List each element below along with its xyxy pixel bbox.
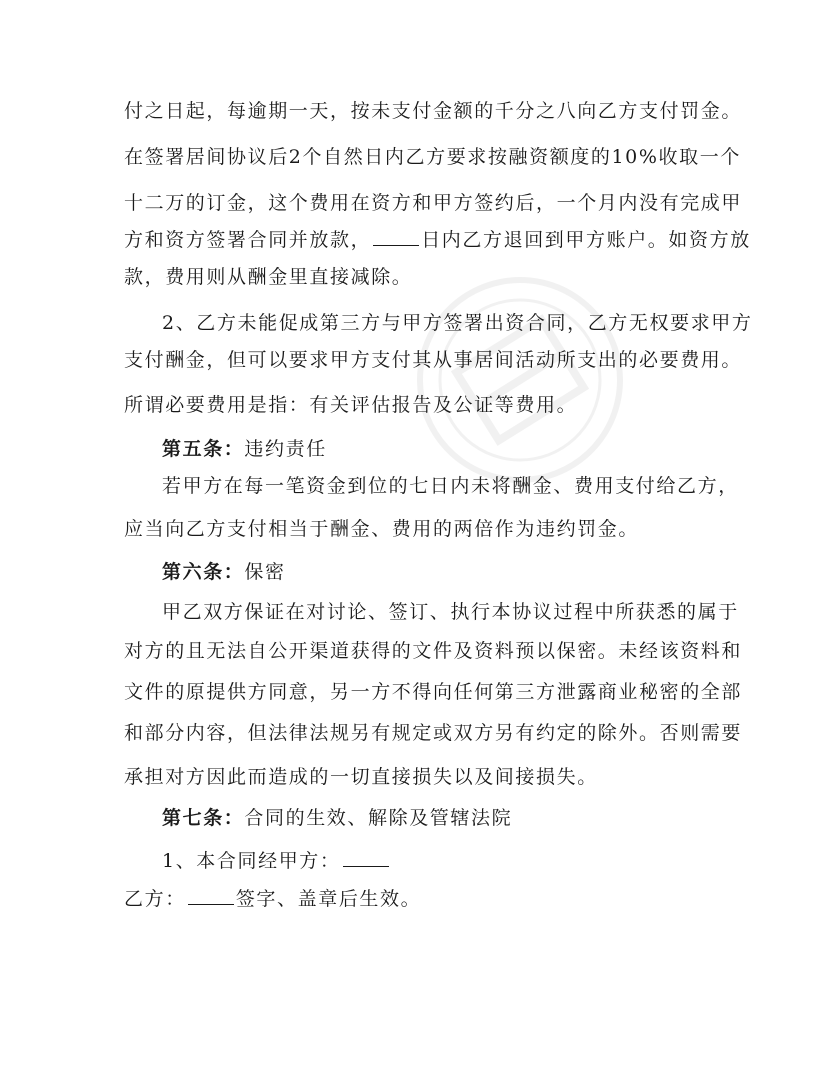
article-7-line-2 <box>124 886 421 911</box>
article-6-line-5: 承担对方因此而造成的一切直接损失以及间接损失。 <box>124 766 598 788</box>
article-6-line-1: 甲乙双方保证在对讨论、签订、执行本协议过程中所获悉的属于 <box>162 601 739 623</box>
clause-2-line-1: 2、乙方未能促成第三方与甲方签署出资合同，乙方无权要求甲方 <box>162 312 753 334</box>
sign-effective-text: 签字、盖章后生效。 <box>235 888 422 910</box>
article-6-line-3: 文件的原提供方同意，另一方不得向任何第三方泄露商业秘密的全部 <box>124 681 743 703</box>
blank-field-days[interactable] <box>373 227 419 246</box>
article-5-line-2: 应当向乙方支付相当于酬金、费用的两倍作为违约罚金。 <box>124 518 640 540</box>
text-line-1: 付之日起，每逾期一天，按未支付金额的千分之八向乙方支付罚金。 <box>124 100 743 122</box>
article-7-heading <box>162 806 512 830</box>
blank-field-party-a[interactable] <box>343 848 389 867</box>
clause-2-line-3: 所谓必要费用是指：有关评估报告及公证等费用。 <box>124 394 578 416</box>
article-7-line-1-text: 1、本合同经甲方： <box>162 850 341 872</box>
text-line-2: 在签署居间协议后2个自然日内乙方要求按融资额度的10%收取一个 <box>124 146 741 168</box>
article-6-number: 第六条： <box>162 561 245 583</box>
blank-field-party-b[interactable] <box>188 886 234 905</box>
article-5-line-1: 若甲方在每一笔资金到位的七日内未将酬金、费用支付给乙方， <box>162 475 739 497</box>
article-5-title: 违约责任 <box>244 438 327 460</box>
article-5-number: 第五条： <box>162 438 245 460</box>
article-6-heading <box>162 560 286 584</box>
article-5-heading <box>162 437 327 461</box>
clause-2-line-2: 支付酬金，但可以要求甲方支付其从事居间活动所支出的必要费用。 <box>124 349 743 371</box>
article-7-title: 合同的生效、解除及管辖法院 <box>244 807 513 829</box>
article-6-line-2: 对方的且无法自公开渠道获得的文件及资料预以保密。未经该资料和 <box>124 640 743 662</box>
article-7-line-1 <box>162 848 391 873</box>
text-line-5: 款，费用则从酬金里直接减除。 <box>124 266 413 288</box>
article-6-title: 保密 <box>244 561 286 583</box>
article-6-line-4: 和部分内容，但法律法规另有规定或双方另有约定的除外。否则需要 <box>124 722 743 744</box>
party-b-label: 乙方： <box>124 888 186 910</box>
text-line-4-part-b: 日内乙方退回到甲方账户。如资方放 <box>421 229 751 251</box>
text-line-4-part-a: 方和资方签署合同并放款， <box>124 229 372 251</box>
text-line-3: 十二万的订金，这个费用在资方和甲方签约后，一个月内没有完成甲 <box>124 192 743 214</box>
text-line-4 <box>124 227 751 252</box>
article-7-number: 第七条： <box>162 807 245 829</box>
